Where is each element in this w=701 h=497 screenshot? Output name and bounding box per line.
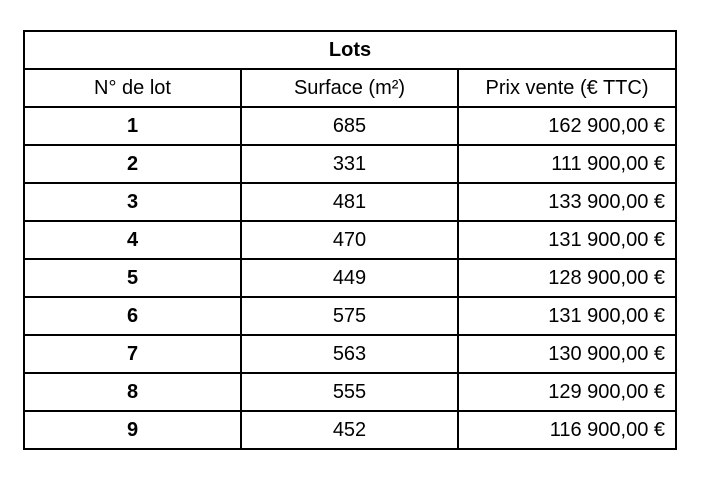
table-row	[24, 411, 676, 449]
table-row	[24, 183, 676, 221]
surface-cell: 563	[241, 335, 458, 373]
lot-number-cell: 5	[24, 259, 241, 297]
column-header-surface: Surface (m²)	[241, 69, 458, 107]
surface-cell: 575	[241, 297, 458, 335]
price-cell: 133 900,00 €	[458, 183, 676, 221]
price-cell: 111 900,00 €	[458, 145, 676, 183]
price-cell: 116 900,00 €	[458, 411, 676, 449]
surface-cell: 555	[241, 373, 458, 411]
price-cell: 130 900,00 €	[458, 335, 676, 373]
lots-table	[23, 30, 677, 450]
price-cell: 129 900,00 €	[458, 373, 676, 411]
table-row	[24, 145, 676, 183]
lot-number-cell: 2	[24, 145, 241, 183]
table-row	[24, 107, 676, 145]
price-cell: 131 900,00 €	[458, 297, 676, 335]
surface-cell: 452	[241, 411, 458, 449]
lot-number-cell: 9	[24, 411, 241, 449]
table-row	[24, 373, 676, 411]
lot-number-cell: 4	[24, 221, 241, 259]
lot-number-cell: 3	[24, 183, 241, 221]
surface-cell: 470	[241, 221, 458, 259]
table-row	[24, 297, 676, 335]
column-header-price: Prix vente (€ TTC)	[458, 69, 676, 107]
surface-cell: 481	[241, 183, 458, 221]
lot-number-cell: 7	[24, 335, 241, 373]
lot-number-cell: 8	[24, 373, 241, 411]
table-row	[24, 259, 676, 297]
surface-cell: 449	[241, 259, 458, 297]
surface-cell: 331	[241, 145, 458, 183]
price-cell: 162 900,00 €	[458, 107, 676, 145]
lot-number-cell: 1	[24, 107, 241, 145]
table-row	[24, 221, 676, 259]
surface-cell: 685	[241, 107, 458, 145]
header-row	[24, 69, 676, 107]
title-row	[24, 31, 676, 69]
table-title: Lots	[24, 31, 676, 69]
lot-number-cell: 6	[24, 297, 241, 335]
column-header-lot-number: N° de lot	[24, 69, 241, 107]
price-cell: 131 900,00 €	[458, 221, 676, 259]
table-row	[24, 335, 676, 373]
price-cell: 128 900,00 €	[458, 259, 676, 297]
